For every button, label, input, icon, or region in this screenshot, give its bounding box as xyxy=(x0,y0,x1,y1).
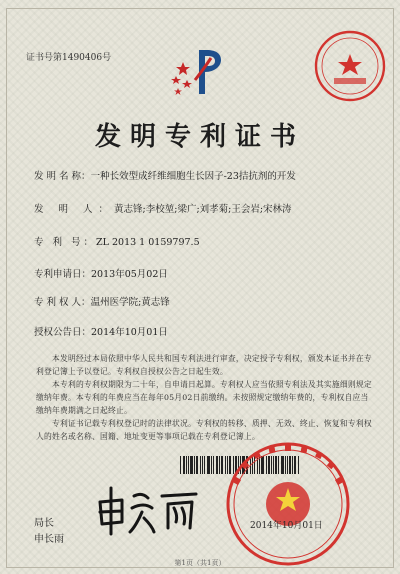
barcode-bar xyxy=(194,456,195,474)
field-value: 2014年10月01日 xyxy=(91,327,168,338)
certificate-number: 证书号第1490406号 xyxy=(26,53,112,63)
field-label: 发 明 名 称： xyxy=(34,171,91,182)
barcode-bar xyxy=(213,456,214,474)
office-seal-icon xyxy=(224,440,352,568)
field-value: 黄志锋;李校堃;梁广;刘孝菊;王会岩;宋林涛 xyxy=(114,204,292,215)
field-label: 专 利 权 人： xyxy=(34,297,91,308)
field-inventors xyxy=(34,201,292,215)
page-footer: 第1页（共1页） xyxy=(174,559,226,567)
barcode-bar xyxy=(196,456,198,474)
barcode-bar xyxy=(188,456,189,474)
director-title: 局长 xyxy=(34,518,54,529)
field-patentee xyxy=(34,294,170,308)
director-name: 申长雨 xyxy=(34,534,64,545)
field-value: 一种长效型成纤维细胞生长因子-23拮抗剂的开发 xyxy=(90,171,296,182)
field-invention-name xyxy=(34,168,296,182)
certificate-title: 发明专利证书 xyxy=(94,122,305,152)
barcode-bar xyxy=(211,456,212,474)
barcode-bar xyxy=(216,456,218,474)
barcode-bar xyxy=(202,456,203,474)
barcode-bar xyxy=(204,456,206,474)
barcode-bar xyxy=(183,456,185,474)
field-label: 发 明 人： xyxy=(34,204,115,215)
barcode-bar xyxy=(190,456,193,474)
paragraph-grant-notice: 本发明经过本局依照中华人民共和国专利法进行审查，决定授予专利权，颁发本证书并在专利登记簿上予以登记。专利权自授权公告之日起生效。 xyxy=(36,354,372,376)
field-value: 2013年05月02日 xyxy=(91,269,168,280)
field-application-date xyxy=(34,266,168,280)
field-grant-date xyxy=(34,324,168,338)
field-patent-number xyxy=(34,234,200,248)
agency-stamp-icon xyxy=(312,28,388,104)
barcode-bar xyxy=(219,456,220,474)
barcode-bar xyxy=(200,456,201,474)
stamp-date: 2014年10月01日 xyxy=(250,521,323,531)
patent-office-logo-icon xyxy=(165,40,225,100)
field-value: 温州医学院;黄志锋 xyxy=(90,297,170,308)
field-label: 专 利 号： xyxy=(34,237,97,248)
paragraph-legal-status: 专利证书记载专利权登记时的法律状况。专利权的转移、质押、无效、终止、恢复和专利权人的姓名或名称、国籍、地址变更等事项记载在专利登记簿上。 xyxy=(36,419,372,441)
field-label: 授权公告日： xyxy=(34,327,92,338)
barcode-bar xyxy=(207,456,210,474)
barcode-bar xyxy=(180,456,181,474)
director-signature xyxy=(92,482,202,538)
paragraph-term-fees: 本专利的专利权期限为二十年，自申请日起算。专利权人应当依照专利法及其实施细则规定缴纳年费。本专利的年费应当在每年05月02日前缴纳。未按照规定缴纳年费的，专利权自应当缴纳年费期满之日起终止。 xyxy=(36,380,372,415)
barcode-bar xyxy=(221,456,224,474)
field-label: 专利申请日： xyxy=(34,269,92,280)
field-value: ZL 2013 1 0159797.5 xyxy=(96,237,200,248)
barcode-bar xyxy=(186,456,187,474)
